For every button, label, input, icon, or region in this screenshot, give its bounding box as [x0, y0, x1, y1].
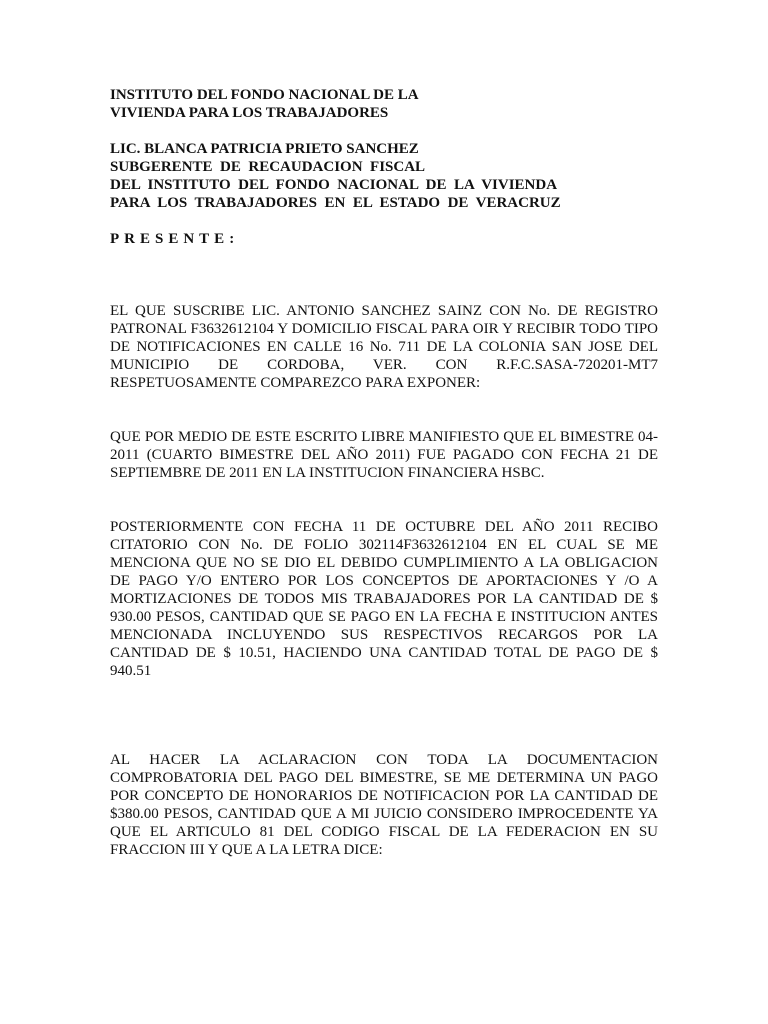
institution-line-1: INSTITUTO DEL FONDO NACIONAL DE LA [110, 87, 419, 103]
addressee-org-line-1: DEL INSTITUTO DEL FONDO NACIONAL DE LA VIVIENDA [110, 177, 558, 193]
paragraph-citation-details: POSTERIORMENTE CON FECHA 11 DE OCTUBRE DEL AÑO 2011 RECIBO CITATORIO CON No. DE FOLIO 302114F3632612104 EN EL CUAL SE ME MENCIONA QUE NO SE DIO EL DEBIDO CUMPLIMIENTO A LA OBLIGACION DE PAGO Y/O ENTERO POR LOS CONCEPTOS DE APORTACIONES Y /O A MORTIZACIONES DE TODOS MIS TRABAJADORES POR LA CANTIDAD DE $ 930.00 PESOS, CANTIDAD QUE SE PAGO EN LA FECHA E INSTITUCION ANTES MENCIONADA INCLUYENDO SUS RESPECTIVOS RECARGOS POR LA CANTIDAD DE $ 10.51, HACIENDO UNA CANTIDAD TOTAL DE PAGO DE $ 940.51 [110, 519, 658, 679]
addressee-block [110, 140, 658, 212]
paragraph-payment-statement: QUE POR MEDIO DE ESTE ESCRITO LIBRE MANIFIESTO QUE EL BIMESTRE 04-2011 (CUARTO BIMESTRE DEL AÑO 2011) FUE PAGADO CON FECHA 21 DE SEPTIEMBRE DE 2011 EN LA INSTITUCION FINANCIERA HSBC. [110, 429, 658, 481]
paragraph-identification: EL QUE SUSCRIBE LIC. ANTONIO SANCHEZ SAINZ CON No. DE REGISTRO PATRONAL F3632612104 Y DOMICILIO FISCAL PARA OIR Y RECIBIR TODO TIPO DE NOTIFICACIONES EN CALLE 16 No. 711 DE LA COLONIA SAN JOSE DEL MUNICIPIO DE CORDOBA, VER. CON R.F.C.SASA-720201-MT7 RESPETUOSAMENTE COMPAREZCO PARA EXPONER: [110, 303, 658, 391]
addressee-name: LIC. BLANCA PATRICIA PRIETO SANCHEZ [110, 141, 419, 157]
institution-heading [110, 86, 658, 122]
presente-salutation: PRESENTE: [110, 231, 240, 247]
letter-body [110, 86, 658, 859]
institution-line-2: VIVIENDA PARA LOS TRABAJADORES [110, 105, 389, 121]
addressee-role: SUBGERENTE DE RECAUDACION FISCAL [110, 159, 426, 175]
addressee-org-line-2: PARA LOS TRABAJADORES EN EL ESTADO DE VERACRUZ [110, 195, 561, 211]
paragraph-clarification: AL HACER LA ACLARACION CON TODA LA DOCUMENTACION COMPROBATORIA DEL PAGO DEL BIMESTRE, SE ME DETERMINA UN PAGO POR CONCEPTO DE HONORARIOS DE NOTIFICACION POR LA CANTIDAD DE $380.00 PESOS, CANTIDAD QUE A MI JUICIO CONSIDERO IMPROCEDENTE YA QUE EL ARTICULO 81 DEL CODIGO FISCAL DE LA FEDERACION EN SU FRACCION III Y QUE A LA LETRA DICE: [110, 752, 658, 858]
